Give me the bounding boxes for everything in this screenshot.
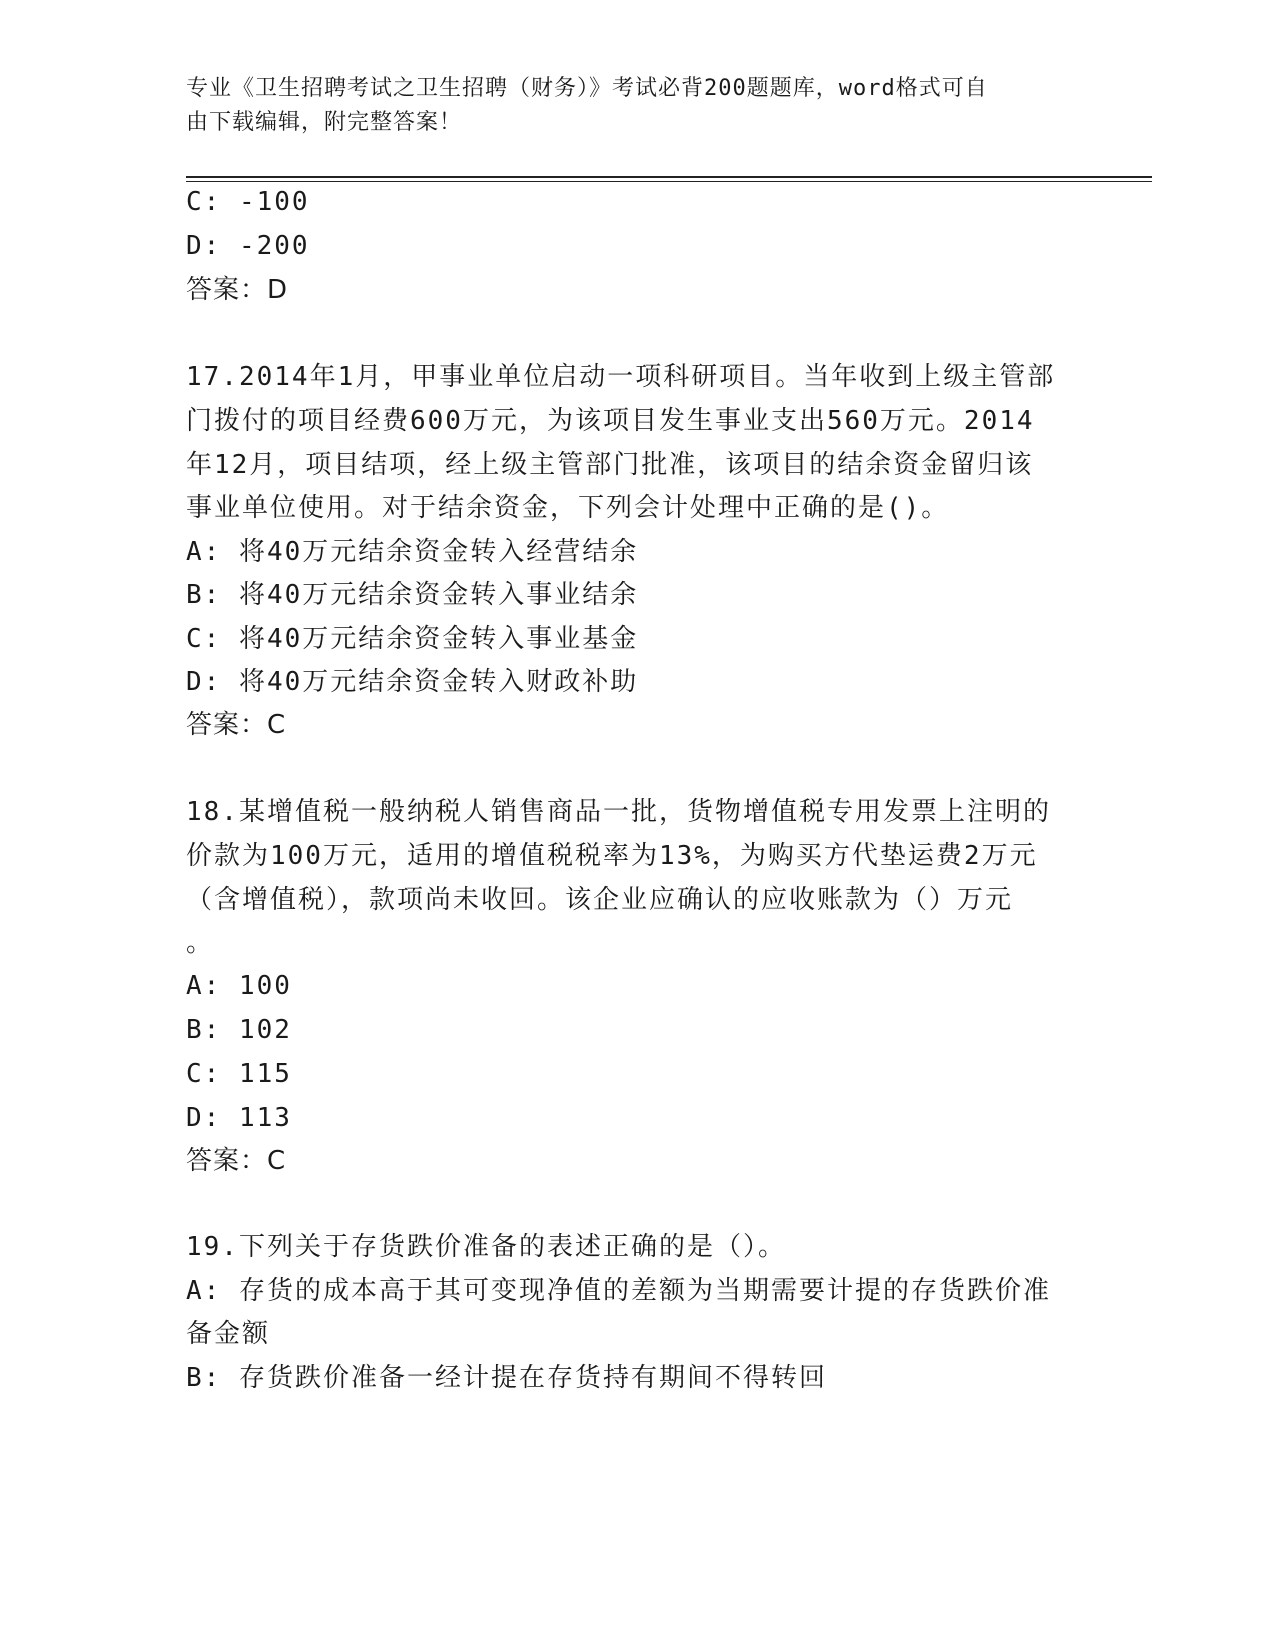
q19-option-b: B: 存货跌价准备一经计提在存货持有期间不得转回 xyxy=(186,1363,827,1393)
q17-stem-line: 17.2014年1月，甲事业单位启动一项科研项目。当年收到上级主管部 xyxy=(186,362,1056,392)
q18-option-a: A: 100 xyxy=(186,971,292,1001)
q17-option-d: D: 将40万元结余资金转入财政补助 xyxy=(186,667,639,697)
q17-stem-line: 年12月，项目结项，经上级主管部门批准，该项目的结余资金留归该 xyxy=(186,450,1034,480)
q17-stem-line: 门拨付的项目经费600万元，为该项目发生事业支出560万元。2014 xyxy=(186,406,1035,436)
q16-answer: 答案：D xyxy=(186,275,289,305)
header-line: 由下载编辑，附完整答案！ xyxy=(186,110,463,135)
q18-option-c: C: 115 xyxy=(186,1059,292,1089)
page-header xyxy=(186,72,1066,140)
q17-answer: 答案：C xyxy=(186,710,287,740)
q17-stem-line: 事业单位使用。对于结余资金，下列会计处理中正确的是()。 xyxy=(186,493,950,523)
q18-option-b: B: 102 xyxy=(186,1015,292,1045)
q18-stem-line: 。 xyxy=(186,928,215,958)
q19-stem-line: 19.下列关于存货跌价准备的表述正确的是（）。 xyxy=(186,1232,786,1262)
header-divider xyxy=(186,176,1152,178)
q17-option-a: A: 将40万元结余资金转入经营结余 xyxy=(186,537,639,567)
q18-stem-line: 18.某增值税一般纳税人销售商品一批，货物增值税专用发票上注明的 xyxy=(186,797,1051,827)
q18-option-d: D: 113 xyxy=(186,1103,292,1133)
header-divider-thin xyxy=(186,181,1152,182)
q18-stem-line: 价款为100万元，适用的增值税税率为13%，为购买方代垫运费2万元 xyxy=(186,841,1038,871)
q18-stem-line: （含增值税），款项尚未收回。该企业应确认的应收账款为（）万元 xyxy=(186,885,1014,915)
q17-option-c: C: 将40万元结余资金转入事业基金 xyxy=(186,624,639,654)
q18-answer: 答案：C xyxy=(186,1146,287,1176)
q16-option-c: C: -100 xyxy=(186,187,310,217)
q19-option-a-cont: 备金额 xyxy=(186,1319,271,1349)
header-line: 专业《卫生招聘考试之卫生招聘（财务）》考试必背200题题库，word格式可自 xyxy=(186,76,988,101)
q16-option-d: D: -200 xyxy=(186,231,310,261)
q17-option-b: B: 将40万元结余资金转入事业结余 xyxy=(186,580,639,610)
q19-option-a: A: 存货的成本高于其可变现净值的差额为当期需要计提的存货跌价准 xyxy=(186,1276,1051,1306)
